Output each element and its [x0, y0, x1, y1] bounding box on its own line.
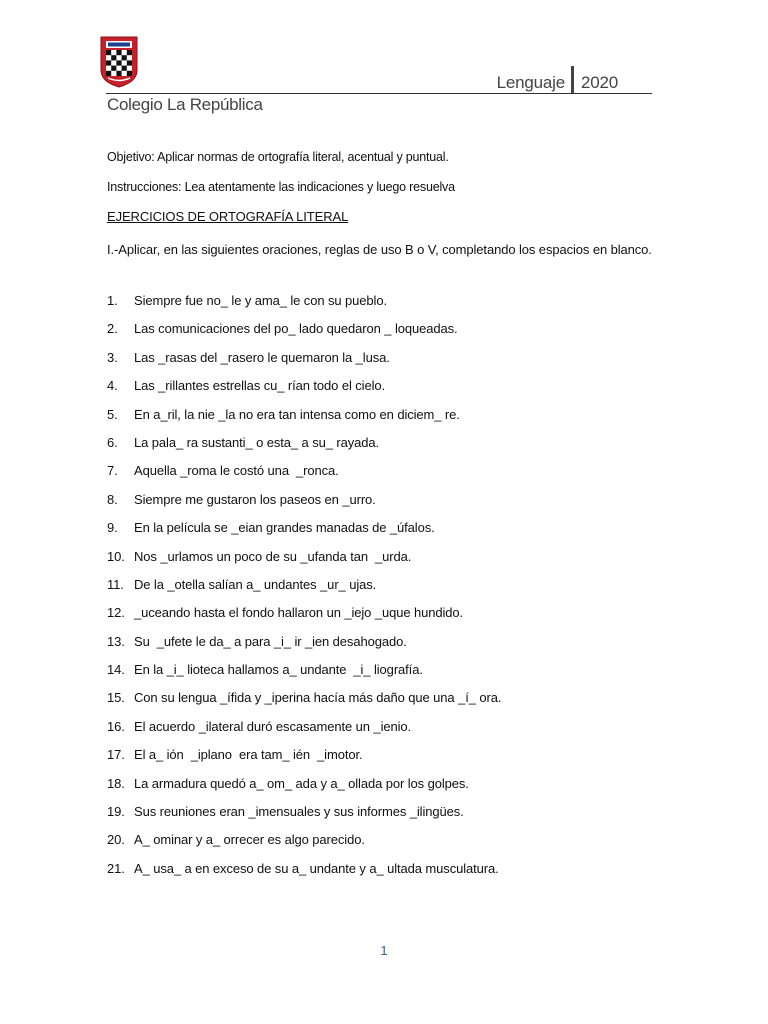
- exercise-number: 2.: [107, 321, 118, 337]
- exercise-item: [107, 435, 501, 463]
- exercise-item: [107, 634, 501, 662]
- exercise-number: 11.: [107, 576, 124, 592]
- exercise-text: Nos _urlamos un poco de su _ufanda tan _urda.: [134, 548, 412, 564]
- exercise-text: Sus reuniones eran _imensuales y sus informes _ilingües.: [134, 804, 464, 820]
- exercise-item: [107, 321, 501, 349]
- exercise-item: [107, 605, 501, 633]
- exercise-item: [107, 690, 501, 718]
- exercise-item: [107, 407, 501, 435]
- exercise-text: En la película se _eian grandes manadas de _úfalos.: [134, 520, 435, 536]
- exercise-text: A_ usa_ a en exceso de su a_ undante y a_ ultada musculatura.: [134, 860, 499, 876]
- exercise-item: [107, 350, 501, 378]
- exercise-item: [107, 577, 501, 605]
- subject-label: Lenguaje: [496, 73, 565, 92]
- exercise-item: [107, 520, 501, 548]
- exercise-number: 4.: [107, 378, 118, 394]
- exercise-item: [107, 492, 501, 520]
- exercise-item: [107, 776, 501, 804]
- exercise-item: [107, 549, 501, 577]
- exercise-text: De la _otella salían a_ undantes _ur_ ujas.: [134, 576, 377, 592]
- exercise-number: 10.: [107, 548, 125, 564]
- exercise-item: [107, 662, 501, 690]
- document-header: [497, 66, 618, 93]
- exercise-number: 6.: [107, 434, 118, 450]
- exercise-item: [107, 804, 501, 832]
- exercise-number: 3.: [107, 349, 118, 365]
- school-crest-icon: [100, 36, 138, 88]
- header-rule: [106, 93, 652, 94]
- exercise-text: Las comunicaciones del po_ lado quedaron _ loqueadas.: [134, 321, 458, 337]
- objective-text: Objetivo: Aplicar normas de ortografía literal, acentual y puntual.: [107, 150, 449, 164]
- year-label: 2020: [580, 73, 618, 92]
- exercise-text: Su _ufete le da_ a para _i_ ir _ien desahogado.: [134, 633, 407, 649]
- exercise-item: [107, 463, 501, 491]
- section-title: EJERCICIOS DE ORTOGRAFÍA LITERAL: [107, 209, 349, 224]
- exercise-text: En a_ril, la nie _la no era tan intensa como en diciem_ re.: [134, 406, 460, 422]
- exercise-text: Siempre me gustaron los paseos en _urro.: [134, 491, 376, 507]
- exercise-number: 1.: [107, 293, 118, 308]
- exercise-text: _uceando hasta el fondo hallaron un _iejo _uque hundido.: [134, 605, 464, 621]
- exercise-text: A_ ominar y a_ orrecer es algo parecido.: [134, 832, 365, 848]
- exercise-number: 19.: [107, 804, 125, 820]
- exercise-number: 5.: [107, 406, 118, 422]
- exercise-item: [107, 719, 501, 747]
- exercise-item: [107, 861, 501, 889]
- instructions-text: Instrucciones: Lea atentamente las indicaciones y luego resuelva: [107, 180, 455, 194]
- exercise-text: Con su lengua _ífida y _iperina hacía más daño que una _í_ ora.: [134, 690, 502, 706]
- exercise-item: [107, 747, 501, 775]
- header-separator: [571, 66, 574, 93]
- exercise-number: 16.: [107, 718, 125, 734]
- exercise-item: [107, 293, 501, 321]
- exercise-number: 18.: [107, 775, 125, 791]
- exercise-text: Las _rillantes estrellas cu_ rían todo el cielo.: [134, 378, 386, 394]
- exercise-number: 14.: [107, 662, 125, 678]
- exercise-number: 9.: [107, 520, 118, 536]
- exercise-number: 13.: [107, 633, 125, 649]
- exercise-number: 7.: [107, 463, 118, 479]
- exercise-text: En la _i_ lioteca hallamos a_ undante _i_ liografía.: [134, 662, 423, 678]
- exercise-number: 17.: [107, 747, 125, 763]
- exercise-text: Aquella _roma le costó una _ronca.: [134, 463, 339, 479]
- exercise-text: Siempre fue no_ le y ama_ le con su pueblo.: [134, 293, 387, 308]
- exercise-number: 20.: [107, 832, 125, 848]
- exercise-list: [107, 293, 501, 889]
- exercise-item: [107, 832, 501, 860]
- exercise-text: La armadura quedó a_ om_ ada y a_ ollada por los golpes.: [134, 775, 469, 791]
- exercise-number: 8.: [107, 491, 118, 507]
- exercise-item: [107, 378, 501, 406]
- exercise-text: Las _rasas del _rasero le quemaron la _lusa.: [134, 349, 390, 365]
- exercise-text: El acuerdo _ilateral duró escasamente un _ienio.: [134, 718, 412, 734]
- page-number: 1: [380, 943, 388, 958]
- exercise-text: El a_ ión _iplano era tam_ ién _imotor.: [134, 747, 363, 763]
- exercise-number: 12.: [107, 605, 125, 621]
- exercise-text: La pala_ ra sustanti_ o esta_ a su_ rayada.: [134, 434, 380, 450]
- exercise-intro: I.-Aplicar, en las siguientes oraciones, reglas de uso B o V, completando los espacios en blanco.: [107, 242, 652, 257]
- school-name: Colegio La República: [107, 95, 263, 114]
- exercise-number: 15.: [107, 690, 125, 706]
- exercise-number: 21.: [107, 860, 125, 876]
